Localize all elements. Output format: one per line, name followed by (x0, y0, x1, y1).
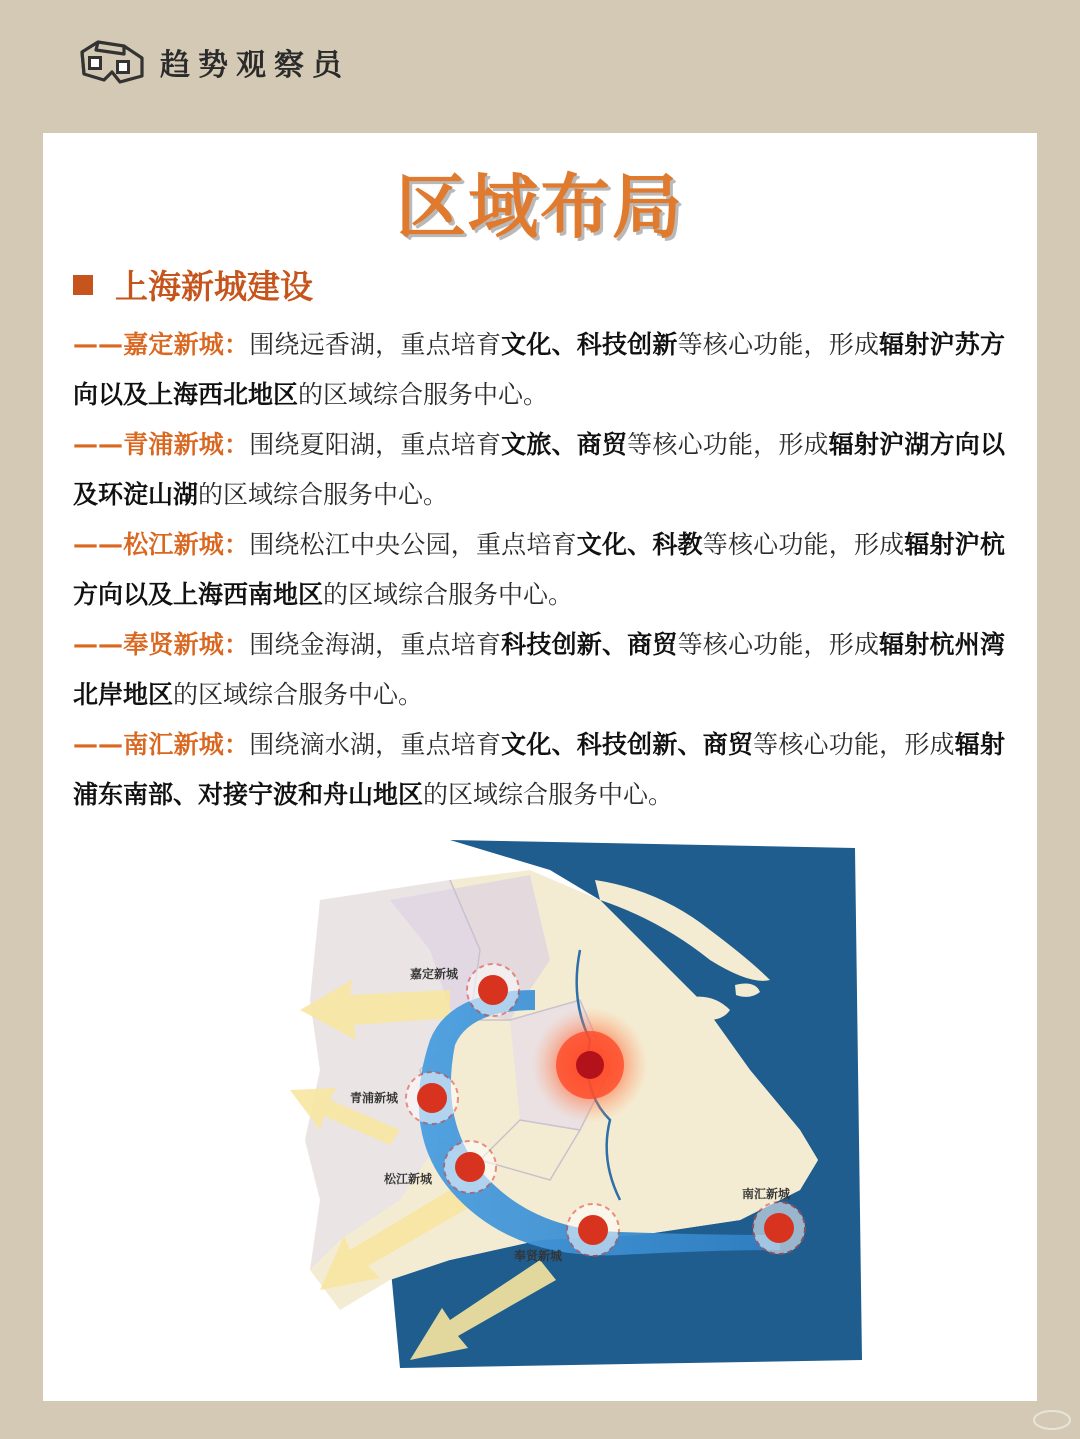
brand-name: 趋势观察员 (160, 48, 350, 83)
entry-bold: 辐射沪杭方向以及上海西南地区 (73, 530, 1005, 609)
entry-text: 围绕夏阳湖，重点培育 (249, 430, 502, 459)
entry-bold: 文化、科教 (576, 530, 703, 559)
entry-lead: ——松江新城： (73, 530, 250, 559)
entry-text: 等核心功能，形成 (753, 730, 955, 759)
entry-text: 的区域综合服务中心。 (323, 580, 574, 609)
brand (76, 36, 350, 88)
entry-text: 的区域综合服务中心。 (173, 680, 424, 709)
entry-text: 等核心功能，形成 (677, 630, 880, 659)
city-label: 松江新城 (384, 1172, 433, 1186)
entry-bold: 文旅、商贸 (501, 430, 628, 459)
entry-lead: ——南汇新城： (73, 730, 250, 759)
3d-glasses-icon (76, 36, 148, 88)
entry-lead: ——奉贤新城： (73, 630, 250, 659)
city-label: 南汇新城 (742, 1187, 791, 1201)
city-label: 嘉定新城 (410, 967, 459, 981)
square-bullet-icon (73, 275, 93, 295)
entry-bold: 文化、科技创新、商贸 (501, 730, 754, 759)
entry-songjiang (73, 520, 1005, 620)
entry-text: 的区域综合服务中心。 (423, 780, 674, 809)
entry-text: 围绕远香湖，重点培育 (249, 330, 502, 359)
entry-text: 等核心功能，形成 (627, 430, 829, 459)
entry-bold: 文化、科技创新 (501, 330, 678, 359)
section-header (73, 261, 313, 308)
entry-bold: 辐射杭州湾北岸地区 (73, 630, 1005, 709)
entry-text: 的区域综合服务中心。 (298, 380, 549, 409)
entry-bold: 辐射浦东南部、对接宁波和舟山地区 (73, 730, 1005, 809)
entry-text: 等核心功能，形成 (702, 530, 905, 559)
city-label: 青浦新城 (350, 1091, 399, 1105)
content-card (43, 133, 1037, 1401)
entry-bold: 辐射沪湖方向以及环淀山湖 (73, 430, 1005, 509)
entry-text: 围绕滴水湖，重点培育 (249, 730, 502, 759)
entry-qingpu (73, 420, 1005, 520)
entry-bold: 科技创新、商贸 (501, 630, 678, 659)
entry-text: 等核心功能，形成 (677, 330, 880, 359)
city-label: 奉贤新城 (514, 1249, 563, 1263)
section-title: 上海新城建设 (115, 267, 313, 306)
page-title: 区域布局 (396, 166, 684, 248)
entry-lead: ——青浦新城： (73, 430, 250, 459)
shanghai-new-city-map (280, 840, 862, 1368)
entry-lead: ——嘉定新城： (73, 330, 250, 359)
entry-text: 的区域综合服务中心。 (198, 480, 449, 509)
entry-text: 围绕松江中央公园，重点培育 (249, 530, 577, 559)
core-center (576, 1051, 604, 1079)
entry-fengxian (73, 620, 1005, 720)
new-city-list (73, 320, 1005, 820)
entry-text: 围绕金海湖，重点培育 (249, 630, 502, 659)
entry-nanhui (73, 720, 1005, 820)
map-svg (280, 840, 862, 1368)
entry-bold: 辐射沪苏方向以及上海西北地区 (73, 330, 1005, 409)
entry-jiading (73, 320, 1005, 420)
watermark-icon (1032, 1409, 1072, 1431)
